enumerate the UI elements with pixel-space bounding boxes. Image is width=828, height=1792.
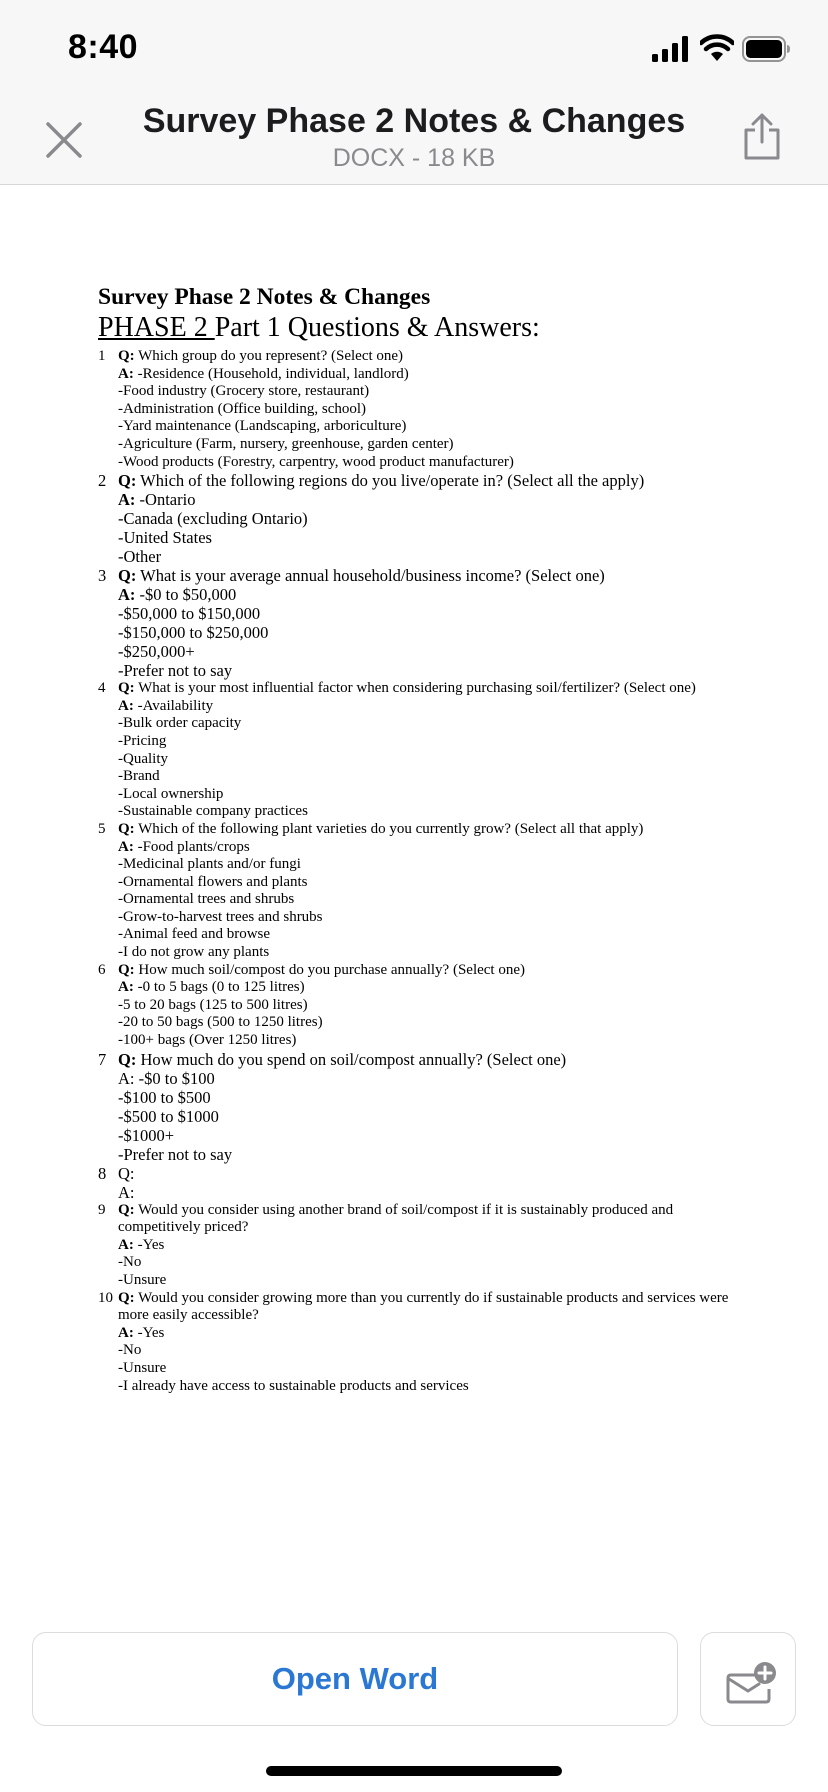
answer-option: -No	[118, 1342, 142, 1359]
document-header	[0, 96, 828, 185]
question-number: 7	[98, 1049, 107, 1069]
question-number: 2	[98, 471, 107, 491]
doc-heading	[98, 312, 738, 344]
question-number: 5	[98, 820, 106, 837]
question-number: 1	[98, 348, 106, 364]
answer-label: A:	[118, 585, 136, 605]
answer-option: -Other	[118, 547, 162, 567]
question-10	[98, 1290, 738, 1396]
answer-option: -Sustainable company practices	[118, 803, 308, 820]
cellular-signal-icon	[652, 36, 690, 62]
question-7	[98, 1050, 738, 1164]
answer-option: -Prefer not to say	[118, 661, 233, 681]
answer-option: -Wood products (Forestry, carpentry, wood product manufacturer)	[118, 453, 514, 470]
question-4	[98, 680, 738, 821]
doc-title: Survey Phase 2 Notes & Changes	[98, 284, 431, 310]
answer-text: -Yes	[133, 1324, 165, 1341]
question-6	[98, 962, 738, 1050]
answer-text: -Yes	[133, 1236, 165, 1253]
answer-option: -100+ bags (Over 1250 litres)	[118, 1032, 297, 1049]
answer-option: -Canada (excluding Ontario)	[118, 509, 308, 529]
question-text: What is your most influential factor when considering purchasing soil/fertilizer? (Select one)	[134, 680, 696, 697]
answer-option: -$500 to $1000	[118, 1106, 219, 1126]
question-number: 6	[98, 961, 106, 978]
question-label: Q:	[118, 471, 137, 491]
question-label: Q:	[118, 566, 137, 586]
question-label: Q:	[118, 1049, 137, 1069]
answer-option: -Ornamental trees and shrubs	[118, 891, 295, 908]
answer-text: -0 to 5 bags (0 to 125 litres)	[133, 979, 305, 996]
answer-option: -Agriculture (Farm, nursery, greenhouse, garden center)	[118, 435, 454, 452]
answer-label: A:	[118, 1324, 134, 1341]
answer-text: -$0 to $50,000	[135, 585, 237, 605]
question-text: How much soil/compost do you purchase annually? (Select one)	[134, 961, 525, 978]
answer-option: -20 to 50 bags (500 to 1250 litres)	[118, 1014, 323, 1031]
question-text: Which group do you represent? (Select one)	[134, 348, 404, 364]
question-1	[98, 348, 738, 471]
wifi-icon	[700, 34, 734, 62]
answer-label: A:	[118, 490, 136, 510]
answer-label: A:	[118, 697, 134, 714]
answer-option: -$150,000 to $250,000	[118, 623, 269, 643]
answer-text: -Food plants/crops	[133, 838, 250, 855]
answer-option: -$250,000+	[118, 642, 195, 662]
answer-option: -$1000+	[118, 1125, 175, 1145]
question-label: Q:	[118, 820, 135, 837]
document-title: Survey Phase 2 Notes & Changes	[142, 102, 686, 140]
open-word-label: Open Word	[271, 1661, 439, 1696]
answer-label: A:	[118, 838, 134, 855]
question-text: Which of the following regions do you live/operate in? (Select all the apply)	[136, 471, 645, 491]
question-text: Which of the following plant varieties do you currently grow? (Select all that apply)	[134, 820, 644, 837]
answer-option: -Bulk order capacity	[118, 715, 242, 732]
question-2	[98, 471, 738, 566]
home-indicator	[266, 1766, 562, 1776]
question-label: Q:	[118, 680, 135, 697]
answer-option: -I do not grow any plants	[118, 944, 270, 961]
answer-option: -Prefer not to say	[118, 1144, 233, 1164]
answer-option: -Quality	[118, 750, 168, 767]
battery-icon	[742, 36, 790, 62]
document-preview	[98, 282, 738, 1395]
answer-option: -No	[118, 1254, 142, 1271]
answer-option: -$100 to $500	[118, 1087, 211, 1107]
doc-heading-phase: PHASE 2	[98, 312, 215, 343]
answer-text: A: -$0 to $100	[118, 1068, 215, 1088]
answer-option: -Yard maintenance (Landscaping, arboriculture)	[118, 418, 407, 435]
answer-option: -$50,000 to $150,000	[118, 604, 261, 624]
mail-add-icon	[701, 1633, 797, 1727]
answer-text: -Ontario	[135, 490, 196, 510]
share-icon[interactable]	[742, 112, 782, 160]
question-number: 10	[98, 1289, 113, 1306]
doc-heading-rest: Part 1 Questions & Answers:	[214, 312, 540, 343]
question-text: How much do you spend on soil/compost annually? (Select one)	[136, 1049, 567, 1069]
close-icon[interactable]	[44, 120, 84, 160]
question-3	[98, 566, 738, 680]
answer-option: -Unsure	[118, 1272, 167, 1288]
answer-text: -Availability	[133, 697, 214, 714]
question-number: 4	[98, 680, 106, 697]
question-text: Would you consider growing more than you currently do if sustainable products and services were more easily accessible?	[118, 1289, 729, 1324]
question-label: Q:	[118, 961, 135, 978]
answer-option: -Ornamental flowers and plants	[118, 873, 308, 890]
answer-text: A:	[118, 1182, 135, 1202]
question-8	[98, 1164, 738, 1202]
answer-option: -Unsure	[118, 1359, 167, 1376]
answer-option: -5 to 20 bags (125 to 500 litres)	[118, 996, 308, 1013]
answer-option: -Pricing	[118, 732, 167, 749]
answer-option: -Brand	[118, 768, 160, 785]
question-9	[98, 1202, 738, 1290]
mail-add-button[interactable]	[700, 1632, 796, 1726]
answer-text: -Residence (Household, individual, landlord)	[133, 365, 409, 382]
answer-option: -Animal feed and browse	[118, 926, 271, 943]
status-time: 8:40	[68, 28, 139, 66]
answer-option: -Medicinal plants and/or fungi	[118, 856, 301, 873]
question-label: Q:	[118, 1201, 135, 1218]
answer-option: -Food industry (Grocery store, restaurant)	[118, 383, 370, 400]
question-text: Q:	[118, 1163, 135, 1183]
answer-option: -Grow-to-harvest trees and shrubs	[118, 908, 323, 925]
question-number: 8	[98, 1163, 107, 1183]
question-number: 3	[98, 566, 107, 586]
answer-option: -Administration (Office building, school)	[118, 400, 367, 417]
question-number: 9	[98, 1201, 106, 1218]
question-label: Q:	[118, 348, 135, 364]
question-text: What is your average annual household/business income? (Select one)	[136, 566, 605, 586]
question-text: Would you consider using another brand of soil/compost if it is sustainably produced and competitively priced?	[118, 1201, 674, 1236]
answer-label: A:	[118, 365, 134, 382]
answer-option: -United States	[118, 528, 212, 548]
open-word-button[interactable]	[32, 1632, 678, 1726]
document-file-info: DOCX - 18 KB	[332, 144, 496, 172]
answer-option: -I already have access to sustainable products and services	[118, 1377, 469, 1394]
status-bar	[0, 0, 828, 96]
question-5	[98, 821, 738, 962]
answer-label: A:	[118, 1236, 134, 1253]
question-label: Q:	[118, 1289, 135, 1306]
answer-label: A:	[118, 979, 134, 996]
answer-option: -Local ownership	[118, 785, 224, 802]
